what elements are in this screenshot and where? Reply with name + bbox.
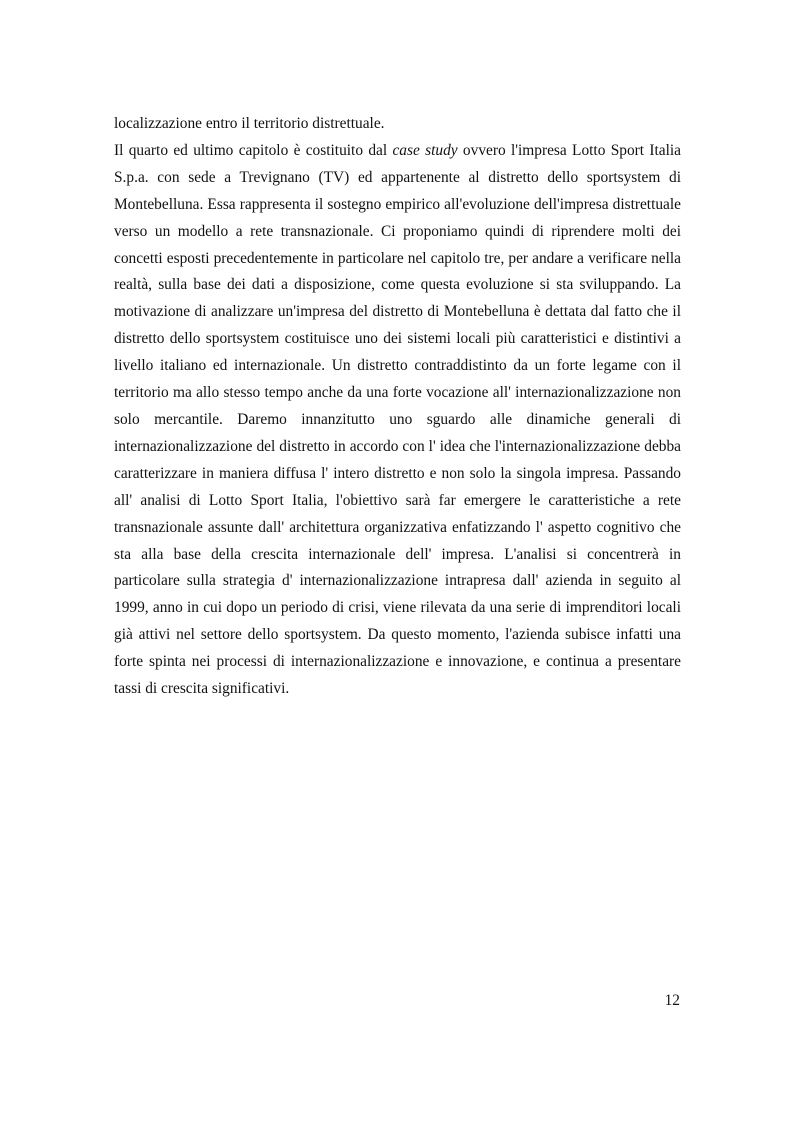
paragraph-1: localizzazione entro il territorio distrettuale.	[114, 115, 385, 132]
page-number: 12	[664, 992, 680, 1009]
paragraph-2-part-a: Il quarto ed ultimo capitolo è costituito dal	[114, 141, 393, 159]
paragraph-2-part-b: ovvero l'impresa Lotto Sport Italia S.p.a. con sede a Trevignano (TV) ed appartenente al distretto dello sportsystem di Montebelluna. Essa rappresenta il sostegno empirico all'evoluzione dell'impresa distrettuale verso un modello a rete transnazionale. Ci proponiamo quindi di riprendere molti dei concetti esposti precedentemente in particolare nel capitolo tre, per andare a verificare nella realtà, sulla base dei dati a disposizione, come questa evoluzione si sta sviluppando. La motivazione di analizzare un'impresa del distretto di Montebelluna è dettata dal fatto che il distretto dello sportsystem costituisce uno dei sistemi locali più caratteristici e distintivi a livello italiano ed internazionale. Un distretto contraddistinto da un forte legame con il territorio ma allo stesso tempo anche da una forte vocazione all' internazionalizzazione non solo mercantile. Daremo innanzitutto uno sguardo alle dinamiche generali di internazionalizzazione del distretto in accordo con l' idea che l'internazionalizzazione debba caratterizzare in maniera diffusa l' intero distretto e non solo la singola impresa. Passando all' analisi di Lotto Sport Italia, l'obiettivo sarà far emergere le caratteristiche a rete transnazionale assunte dall' architettura organizzativa enfatizzando l' aspetto cognitivo che sta alla base della crescita internazionale dell' impresa. L'analisi si concentrerà in particolare sulla strategia d' internazionalizzazione intrapresa dall' azienda in seguito al 1999, anno in cui dopo un periodo di crisi, viene rilevata da una serie di imprenditori locali già attivi nel settore dello sportsystem. Da questo momento, l'azienda subisce infatti una forte spinta nei processi di internazionalizzazione e innovazione, e continua a presentare tassi di crescita significativi.	[114, 141, 681, 698]
body-text	[114, 111, 681, 703]
paragraph-2	[114, 138, 681, 703]
case-study-emphasis: case study	[392, 141, 458, 159]
